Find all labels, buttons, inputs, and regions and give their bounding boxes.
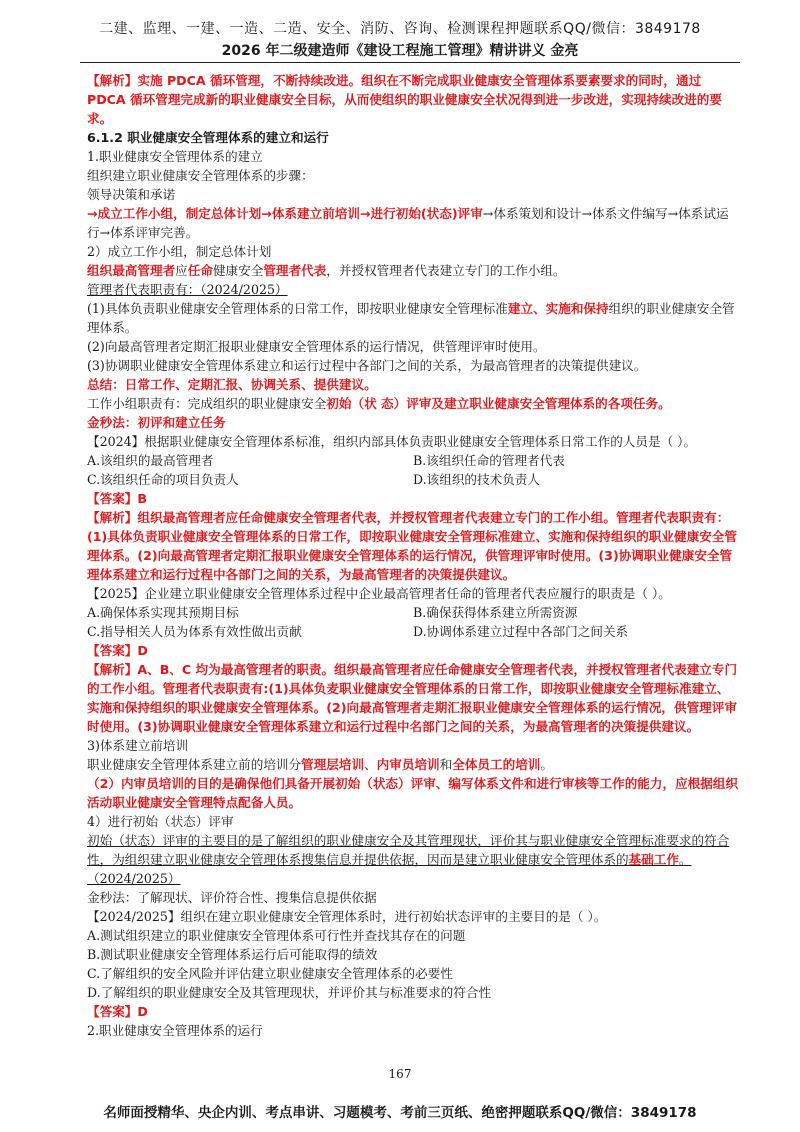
question-2024-options-ab	[87, 451, 739, 470]
rep-duty-1: (1)具体负责职业健康安全管理体系的日常工作，即按职业健康安全管理标准建立、实施和保持组织的职业健康安全管理体系。	[87, 301, 735, 335]
option-d: D.协调体系建立过程中各部门之间关系	[413, 624, 629, 639]
option-a: A.该组织的最高管理者	[87, 453, 214, 468]
explanation-2025: 【解析】A、B、C 均为最高管理者的职责。组织最高管理者应任命健康安全管理者代表，并授权管理者代表建立专门的工作小组。管理者代表职责有:(1)具体负麦职业健康安全管理体系的日常工作，即按职业健康安全管理标准建立、实施和保持组织的职业健康安全管理体系。(2)向最高管理者走期汇报职业健康安全管理体系的运行情况，供管理评审时使用。(3)协调职业健康安全管理体系建立和运行过程中名部门之间的关系，为最高管理者的决策提供建议。	[87, 662, 738, 734]
workgroup-duties: 工作小组职责有：完成组织的职业健康安全初始（状 态）评审及建立职业健康安全管理体系的各项任务。	[87, 396, 671, 411]
option-a: A.测试组织建立的职业健康安全管理体系可行性并查找其存在的问题	[87, 928, 466, 943]
section-heading: 6.1.2 职业健康安全管理体系的建立和运行	[87, 130, 329, 145]
steps-flow	[87, 204, 739, 242]
rep-duty-3: (3)协调职业健康安全管理体系建立和运行过程中各部门之间的关系，为最高管理者的决策提供建议。	[87, 358, 647, 373]
option-d: D.了解组织的职业健康安全及其管理现状，并评价其与标准要求的符合性	[87, 985, 492, 1000]
page-number: 167	[388, 1067, 412, 1081]
page-content	[87, 71, 739, 1040]
option-c: C.该组织任命的项目负责人	[87, 472, 239, 487]
analysis-pdca: 【解析】实施 PDCA 循环管理，不断持续改进。组织在不断完成职业健康安全管理体系要素要求的同时，通过 PDCA 循环管理完成新的职业健康安全目标，从而使组织的职业健康安全状况得到进一步改进，实现持续改进的要求。	[87, 73, 722, 126]
rep-duty-2: (2)向最高管理者定期汇报职业健康安全管理体系的运行情况，供管理评审时使用。	[87, 339, 546, 354]
explanation-2024: 【解析】组织最高管理者应任命健康安全管理者代表，并授权管理者代表建立专门的工作小组。管理者代表职责有：(1)具体负责职业健康安全管理体系的日常工作，即按职业健康安全管理标准建立、实施和保持组织的职业健康安全管理体系。(2)向最高管理者定期汇报职业健康安全管理体系的运行情况，供管理评审时使用。(3)协调职业健康安全管理体系建立和运行过程中各部门之间的关系，为最高管理者的决策提供建议。	[87, 510, 737, 582]
steps-flow-highlight: →成立工作小组，制定总体计划→体系建立前培训→进行初始(状态)评审	[87, 206, 483, 221]
option-b: B.该组织任命的管理者代表	[413, 453, 565, 468]
option-c: C.指导相关人员为体系有效性做出贡献	[87, 624, 302, 639]
auditor-training: （2）内审员培训的目的是确保他们具备开展初始（状态）评审、编写体系文件和进行审核等工作的能力，应根据组织活动职业健康安全管理特点配备人员。	[87, 776, 739, 810]
training-types: 职业健康安全管理体系建立前的培训分管理层培训、内审员培训和全体员工的培训。	[87, 757, 553, 772]
answer-2024-2025: 【答案】D	[87, 1004, 148, 1019]
option-a: A.确保体系实现其预期目标	[87, 605, 239, 620]
subheading-establish: 1.职业健康安全管理体系的建立	[87, 149, 263, 164]
question-2025: 【2025】企业建立职业健康安全管理体系过程中企业最高管理者任命的管理者代表应履行的职责是（ ）。	[87, 586, 671, 601]
initial-review-purpose: 初始（状态）评审的主要目的是了解组织的职业健康安全及其管理现状，评价其与职业健康安全管理标准要求的符合性，为组织建立职业健康安全管理体系搜集信息并提供依据，因而是建立职业健康安全管理体系的基础工作。（2024/2025）	[87, 833, 730, 886]
footer-contact-line: 名师面授精华、央企内训、考点串讲、习题模考、考前三页纸、绝密押题联系QQ/微信：3849178	[103, 1105, 697, 1121]
mnemonic-1: 金秒法：初评和建立任务	[87, 415, 226, 430]
subheading-training: 3)体系建立前培训	[87, 738, 189, 753]
question-2025-options-ab	[87, 603, 739, 622]
option-d: D.该组织的技术负责人	[413, 472, 540, 487]
answer-2025: 【答案】D	[87, 643, 148, 658]
header-contact-line: 二建、监理、一建、一造、二造、安全、消防、咨询、检测课程押题联系QQ/微信：3849178	[99, 21, 701, 37]
option-b: B.测试职业健康安全管理体系运行后可能取得的绩效	[87, 947, 378, 962]
question-2025-options-cd	[87, 622, 739, 641]
subheading-workgroup: 2）成立工作小组，制定总体计划	[87, 244, 272, 259]
header-divider	[80, 62, 740, 63]
answer-2024: 【答案】B	[87, 491, 147, 506]
question-2024: 【2024】根据职业健康安全管理体系标准，组织内部具体负责职业健康安全管理体系日常工作的人员是（ ）。	[87, 434, 697, 449]
question-2024-options-cd	[87, 470, 739, 489]
option-b: B.确保获得体系建立所需资源	[413, 605, 578, 620]
subheading-initial-review: 4）进行初始（状态）评审	[87, 814, 234, 829]
mnemonic-2: 金秒法：了解现状、评价符合性、搜集信息提供依据	[87, 890, 377, 905]
document-title: 2026 年二级建造师《建设工程施工管理》精讲讲义 金亮	[221, 43, 579, 59]
summary: 总结：日常工作、定期汇报、协调关系、提供建议。	[87, 377, 377, 392]
appoint-representative: 组织最高管理者应任命健康安全管理者代表，并授权管理者代表建立专门的工作小组。	[87, 263, 566, 278]
rep-duties-heading: 管理者代表职责有：（2024/2025）	[87, 282, 288, 297]
step-leadership: 领导决策和承诺	[87, 187, 176, 202]
question-2024-2025: 【2024/2025】组织在建立职业健康安全管理体系时，进行初始状态评审的主要目的是（ ）。	[87, 909, 607, 924]
subheading-operation: 2.职业健康安全管理体系的运行	[87, 1023, 263, 1038]
steps-intro: 组织建立职业健康安全管理体系的步骤：	[87, 168, 314, 183]
option-c: C.了解组织的安全风险并评估建立职业健康安全管理体系的必要性	[87, 966, 453, 981]
steps-flow-rest: →体系策划和设计→体系文件编写→体系试运行→体系评审完善。	[87, 206, 729, 240]
